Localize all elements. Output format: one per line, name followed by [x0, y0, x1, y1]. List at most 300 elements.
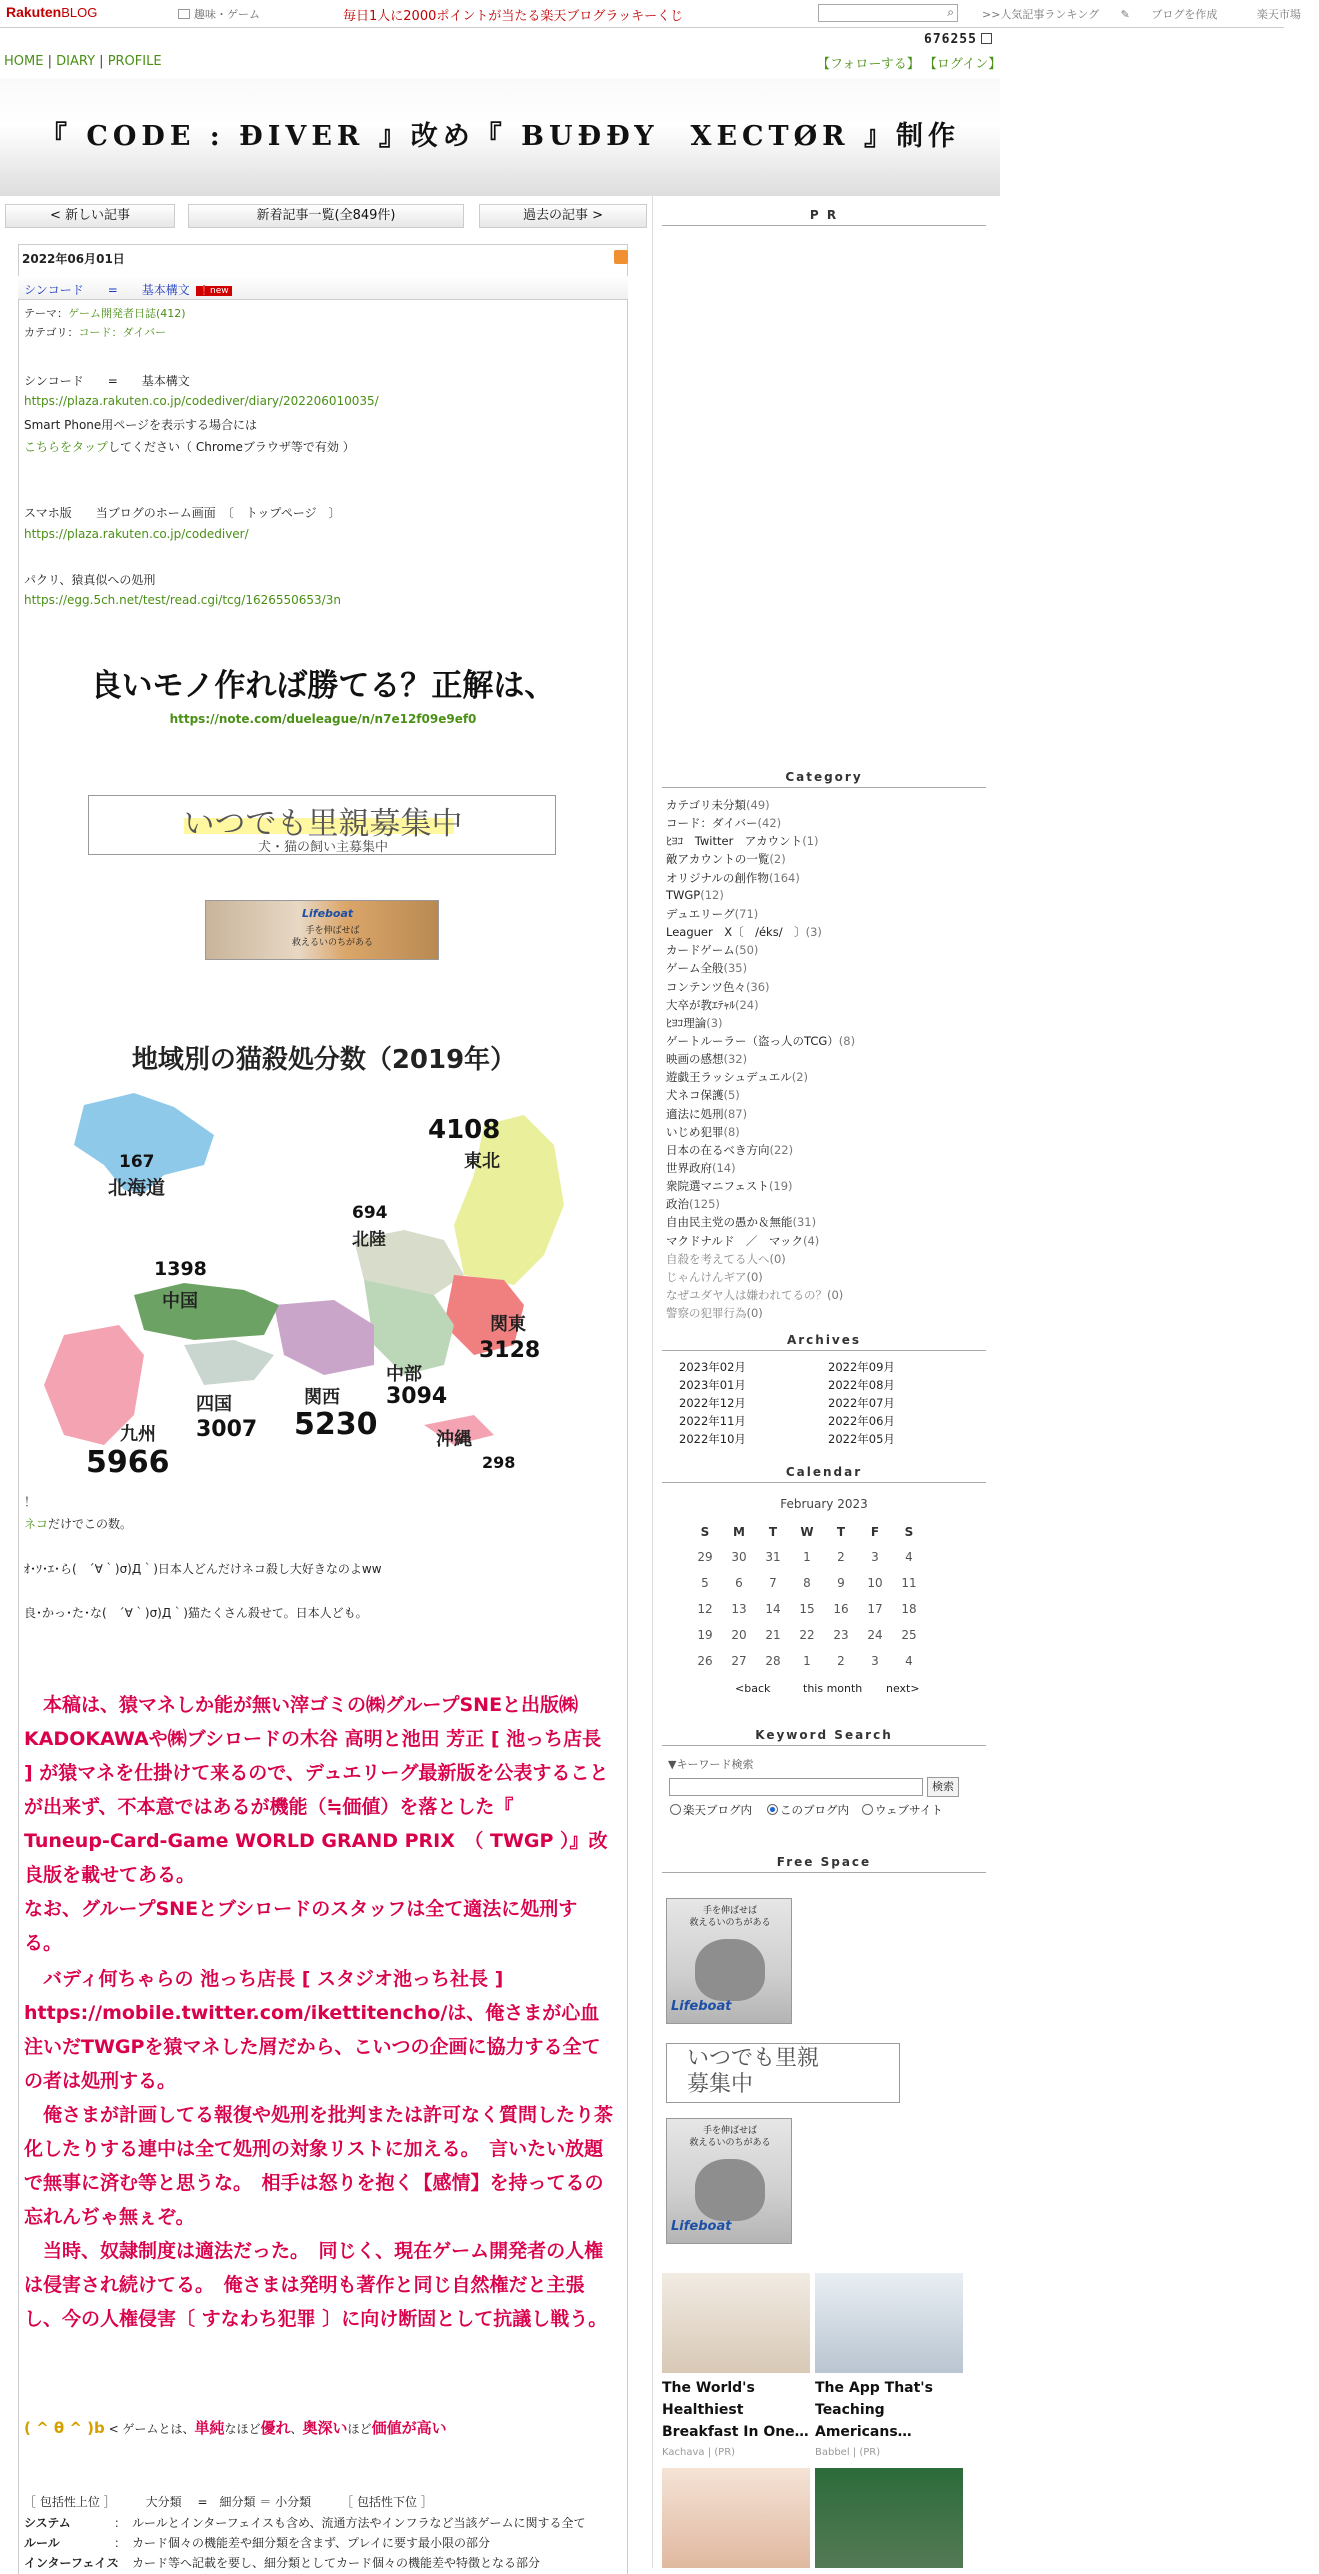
category-count: (35) — [723, 961, 748, 976]
ad-source-name: Babbel — [815, 2447, 850, 2458]
cat-map-image — [24, 1025, 624, 1485]
category-count: (14) — [712, 1161, 736, 1175]
calendar-day[interactable]: 4 — [905, 1550, 913, 1564]
genre-label: 趣味・ゲーム — [194, 8, 260, 21]
face-text: 、 — [290, 2422, 303, 2436]
hokkaido-value: 167 — [119, 1152, 155, 1172]
calendar-day[interactable]: 22 — [799, 1628, 815, 1642]
category-name: マクドナルド ／ マック — [666, 1233, 803, 1248]
neko-line — [24, 1515, 132, 1532]
calendar-title: Calendar — [662, 1465, 986, 1483]
shikoku-region — [184, 1340, 274, 1385]
neko-text: だけでこの数。 — [48, 1517, 133, 1531]
map-title: 地域別の猫殺処分数（2019年） — [131, 1045, 517, 1075]
category-item[interactable] — [666, 1287, 843, 1303]
category-name: コンテンツ色々 — [666, 979, 746, 994]
category-name: 世界政府 — [666, 1161, 712, 1175]
article-date: 2022年06月01日 — [22, 252, 125, 266]
category-count: (8) — [723, 1124, 740, 1139]
calendar-day[interactable]: 31 — [765, 1550, 781, 1564]
archive-link[interactable]: 2022年05月 — [828, 1432, 895, 1446]
category-count: (19) — [768, 1179, 793, 1194]
calendar-day[interactable]: 21 — [765, 1628, 781, 1642]
archive-link[interactable]: 2022年10月 — [679, 1432, 746, 1446]
article-list-button[interactable]: 新着記事一覧(全849件) — [188, 204, 464, 228]
face-red: 奥深い — [302, 2419, 348, 2437]
category-name: 政治 — [666, 1197, 689, 1212]
calendar-day[interactable]: 16 — [833, 1602, 849, 1616]
ad-pr: (PR) — [859, 2447, 881, 2458]
category-count: (71) — [734, 906, 759, 921]
blog-nav — [4, 54, 162, 69]
keyword-search-button[interactable]: 検索 — [927, 1777, 959, 1797]
neko-link[interactable]: ネコ — [24, 1517, 49, 1531]
rss-icon[interactable] — [614, 250, 628, 264]
big-heading: 良いモノ作れば勝てる？正解は、 — [90, 668, 556, 704]
category-name: 日本の在るべき方向 — [666, 1142, 770, 1157]
category-count: (3) — [805, 925, 822, 940]
archive-link[interactable]: 2022年09月 — [828, 1360, 895, 1374]
ad-image-breakfast[interactable] — [662, 2273, 810, 2373]
excl-line: ！ — [24, 1495, 37, 1509]
face-red: 優れ — [260, 2419, 291, 2437]
category-item[interactable] — [666, 851, 786, 867]
new-badge: ❗new — [196, 286, 232, 296]
lifeboat-text: 手を伸ばせば 救えるいのちがある — [292, 926, 374, 948]
system-label: システム — [24, 2516, 71, 2530]
category-name: なぜユダヤ人は嫌われてるの？ — [666, 1288, 827, 1303]
category-name: カテゴリ未分類 — [666, 798, 747, 812]
home-link[interactable]: https://plaza.rakuten.co.jp/codediver/ — [24, 527, 249, 541]
hokkaido-label: 北海道 — [108, 1177, 166, 1199]
calendar-day[interactable]: 29 — [697, 1550, 713, 1564]
nav-sep: | — [99, 54, 104, 69]
category-item[interactable] — [666, 1196, 720, 1212]
create-blog-label: ブログを作成 — [1151, 8, 1218, 21]
category-name: いじめ犯罪 — [666, 1124, 724, 1139]
follow-link[interactable]: 【フォローする】 — [817, 57, 920, 72]
category-name: 大卒が教ｴﾃｬﾙ — [666, 997, 735, 1012]
kyushu-label: 九州 — [120, 1424, 156, 1445]
calendar-day[interactable]: 26 — [697, 1654, 713, 1668]
calendar-day[interactable]: 27 — [731, 1654, 747, 1668]
category-count: (2) — [791, 1070, 808, 1085]
calendar-day[interactable]: 30 — [731, 1550, 747, 1564]
calendar-day[interactable]: 2 — [837, 1550, 845, 1564]
kanto-label: 関東 — [490, 1314, 526, 1335]
text-line: ｵ･ｿ･ｴ･ら( ´∀｀)σ)Д｀)日本人どんだけネコ殺し大好きなのよww — [24, 1562, 382, 1576]
article-category — [24, 324, 166, 340]
category-item[interactable] — [666, 1087, 740, 1103]
category-name: オリジナルの創作物 — [666, 870, 769, 885]
calendar-day[interactable]: 5 — [701, 1576, 709, 1590]
calendar-day[interactable]: 11 — [901, 1576, 917, 1590]
calendar-next[interactable]: next> — [886, 1682, 920, 1695]
face-line — [24, 2417, 447, 2438]
category-count: (0) — [746, 1269, 763, 1284]
calendar-weekday: F — [870, 1525, 880, 1539]
category-count: (31) — [792, 1215, 817, 1230]
calendar-weekday: W — [800, 1525, 814, 1539]
radio-checked-icon — [767, 1804, 778, 1815]
category-item[interactable] — [666, 1269, 763, 1285]
category-name: 遊戯王ラッシュデュエル — [666, 1070, 792, 1085]
kansai-region — [274, 1300, 374, 1375]
lifeboat-ad-brand: Lifeboat — [671, 2219, 732, 2234]
older-article-button[interactable]: 過去の記事 > — [479, 204, 647, 228]
article-title-text: シンコード = 基本構文 — [24, 283, 190, 297]
face-red: 価値が高い — [371, 2419, 447, 2437]
calendar-this-month[interactable]: this month — [803, 1682, 863, 1695]
keyword-label: ▼キーワード検索 — [668, 1758, 754, 1771]
5ch-link[interactable]: https://egg.5ch.net/test/read.cgi/tcg/1626550653/3n — [24, 593, 341, 607]
calendar-weekday: S — [700, 1525, 710, 1539]
pr-title: P R — [662, 208, 986, 226]
category-name: 映画の感想 — [666, 1052, 724, 1067]
calendar-day[interactable]: 20 — [731, 1628, 747, 1642]
radio-label: 楽天ブログ内 — [683, 1803, 752, 1817]
banner-sub: 犬・猫の飼い主募集中 — [257, 840, 388, 855]
system-row — [24, 2514, 586, 2531]
tohoku-value: 4108 — [428, 1115, 501, 1145]
radio-this-blog[interactable] — [767, 1802, 849, 1818]
theme-link[interactable]: ゲーム開発者日誌(412) — [68, 307, 186, 320]
nav-diary[interactable]: DIARY — [56, 54, 96, 69]
class-table-head: ［ 包括性上位 ］ 大分類 = 細分類 ＝ 小分類 ［ 包括性下位 ］ — [24, 2495, 433, 2509]
lifeboat-ad-1[interactable] — [666, 1898, 792, 2024]
foster-banner[interactable] — [88, 795, 556, 855]
archive-link[interactable]: 2022年11月 — [679, 1414, 746, 1428]
calendar-day[interactable]: 19 — [697, 1628, 713, 1642]
archive-link[interactable]: 2022年07月 — [828, 1396, 895, 1410]
face-red: 単純 — [194, 2419, 225, 2437]
kansai-value: 5230 — [294, 1407, 378, 1442]
calendar-day[interactable]: 8 — [803, 1576, 811, 1590]
radio-label: ウェブサイト — [875, 1803, 943, 1817]
archive-link[interactable]: 2022年08月 — [828, 1378, 895, 1392]
theme-label: テーマ： — [24, 307, 68, 320]
face-text: < ゲームとは、 — [104, 2422, 195, 2436]
lifeboat-ad-text: 手を伸ばせば 救えるいのちがある — [689, 1906, 771, 1928]
category-name: 警察の犯罪行為 — [666, 1306, 747, 1321]
archive-link[interactable]: 2023年02月 — [679, 1360, 746, 1374]
tap-text: してください（ Chromeブラウザ等で有効 ） — [108, 440, 355, 454]
calendar-day[interactable]: 10 — [867, 1576, 883, 1590]
calendar-day[interactable]: 23 — [833, 1628, 849, 1642]
calendar-day[interactable]: 1 — [803, 1550, 811, 1564]
interface-row — [24, 2554, 541, 2571]
category-count: (0) — [769, 1251, 786, 1266]
create-blog-link[interactable] — [1121, 8, 1236, 21]
ranking-link[interactable]: >>人気記事ランキング — [982, 8, 1100, 21]
calendar-day[interactable]: 7 — [769, 1576, 777, 1590]
calendar-day[interactable]: 12 — [697, 1602, 713, 1616]
keyword-title: Keyword Search — [662, 1728, 986, 1746]
top-nav — [982, 6, 1319, 22]
category-count: (1) — [802, 834, 819, 849]
foster-banner-text: いつでも里親 募集中 — [687, 2046, 820, 2097]
category-count: (0) — [827, 1288, 844, 1303]
tap-link[interactable]: こちらをタップ — [24, 440, 109, 454]
calendar-month: February 2023 — [780, 1497, 868, 1511]
calendar-day[interactable]: 9 — [837, 1576, 845, 1590]
lifeboat-banner[interactable] — [205, 900, 439, 960]
main-statement-4: 俺さまが計画してる報復や処刑を批判または許可なく質問したり茶化したりする連中は全て処刑の対象リストに加える。 言いたい放題で無事に済む等と思うな。 相手は怒りを抱く【感情】を持ってるの忘れんぢゃ無ぇぞ。 — [24, 2104, 614, 2228]
category-name: ﾋﾖｺ Twitter アカウント — [666, 834, 803, 849]
archives-title: Archives — [662, 1333, 986, 1351]
ichiba-link[interactable]: 楽天市場 — [1256, 8, 1301, 21]
category-item[interactable] — [666, 942, 758, 958]
shikoku-label: 四国 — [196, 1394, 232, 1415]
calendar-day[interactable]: 17 — [867, 1602, 883, 1616]
calendar-day[interactable]: 4 — [905, 1654, 913, 1668]
category-item[interactable] — [666, 997, 759, 1013]
category-count: (8) — [838, 1033, 856, 1048]
rakuten-blog-logo[interactable] — [6, 4, 97, 20]
counter-value: 676255 — [924, 32, 977, 47]
category-item[interactable] — [666, 1160, 736, 1176]
main-statement-1: 本稿は、猿マネしか能が無い滓ゴミの㈱グループSNEと出版㈱KADOKAWAや㈱ブシロードの木谷 高明と池田 芳正 [ 池っち店長 ] が猿マネを仕掛けて来るので、デュエリーグ最新版を公表することが出来ず、不本意ではあるが機能（≒価値）を落とした『 Tuneup-Card-Game WORLD GRAND PRIX （ TWGP ）』改良版を載せてある。 — [24, 1694, 609, 1886]
ad-pr: (PR) — [714, 2447, 736, 2458]
category-item[interactable] — [666, 1069, 808, 1085]
main-statement-3: バディ何ちゃらの 池っち店長 [ スタジオ池っち社長 ] https://mobile.twitter.com/ikettitencho/は、俺さまが心血注いだTWGPを猿マネした屑だから、こいつの企画に協力する全ての者は処刑する。 — [24, 1968, 601, 2092]
face-text: なほど — [224, 2422, 261, 2436]
category-name: TWGP — [666, 887, 701, 902]
calendar-day[interactable]: 6 — [735, 1576, 743, 1590]
lifeboat-ad-brand: Lifeboat — [671, 1999, 732, 2014]
category-item[interactable] — [666, 979, 770, 995]
interface-label: インターフェイス — [24, 2556, 119, 2570]
foster-banner-small[interactable] — [666, 2043, 900, 2103]
category-label: カテゴリ： — [24, 326, 79, 339]
lifeboat-ad-2[interactable] — [666, 2118, 792, 2244]
login-link[interactable]: 【ログイン】 — [923, 57, 1002, 72]
category-item[interactable] — [666, 960, 747, 976]
rule-row — [24, 2534, 490, 2551]
category-count: (125) — [689, 1197, 720, 1212]
kyushu-value: 5966 — [86, 1445, 170, 1480]
kanto-value: 3128 — [479, 1338, 541, 1363]
nav-sep: | — [47, 54, 52, 69]
category-count: (0) — [746, 1306, 763, 1321]
category-count: (24) — [735, 997, 759, 1012]
category-item[interactable] — [666, 797, 770, 813]
archive-link[interactable]: 2022年12月 — [679, 1396, 746, 1410]
ad-title-1[interactable]: The World's Healthiest Breakfast In One… — [662, 2380, 809, 2440]
category-count: (49) — [746, 798, 770, 812]
top-search-input[interactable] — [818, 4, 958, 22]
ad-title-2[interactable]: The App That's Teaching Americans… — [815, 2380, 933, 2440]
category-item[interactable] — [666, 1233, 819, 1249]
rule-label: ルール — [24, 2536, 60, 2550]
category-name: 自由民主党の愚か＆無能 — [666, 1215, 793, 1230]
category-count: (36) — [745, 979, 770, 994]
okinawa-value: 298 — [482, 1453, 516, 1472]
category-item[interactable] — [666, 906, 758, 922]
genre-link[interactable] — [178, 6, 260, 22]
blog-title[interactable]: 『 CODE : ÐIVER 』改め『 BUÐÐY XECTØR 』制作 — [40, 121, 960, 152]
category-item[interactable] — [666, 1106, 747, 1122]
keyword-input[interactable] — [669, 1778, 923, 1796]
promo-link[interactable]: 毎日1人に2000ポイントが当たる楽天ブログラッキーくじ — [343, 9, 684, 24]
calendar-day[interactable]: 1 — [803, 1654, 811, 1668]
category-count: (3) — [706, 1015, 723, 1030]
category-count: (50) — [734, 943, 759, 958]
genre-icon — [178, 9, 190, 19]
archive-link[interactable]: 2022年06月 — [828, 1414, 895, 1428]
face-text: ほど — [347, 2422, 372, 2436]
calendar-weekday: M — [733, 1525, 745, 1539]
category-count: (87) — [723, 1106, 748, 1121]
text-line: Smart Phone用ページを表示する場合には — [24, 418, 258, 432]
chubu-label: 中部 — [386, 1364, 422, 1385]
search-icon[interactable]: ⌕ — [947, 5, 954, 19]
ad-image-babbel[interactable] — [815, 2273, 963, 2373]
radio-web[interactable] — [862, 1802, 943, 1818]
newer-article-button[interactable]: < 新しい記事 — [5, 204, 175, 228]
calendar-day[interactable]: 3 — [871, 1550, 879, 1564]
main-statement-5: 当時、奴隷制度は適法だった。 同じく、現在ゲーム開発者の人権は侵害され続けてる。 俺さまは発明も著作と同じ自然権だと主張し、今の人権侵害〔 すなわち犯罪 〕に向け断固として抗議し戦う。 — [24, 2240, 608, 2330]
chugoku-label: 中国 — [162, 1291, 198, 1312]
calendar-weekday: S — [904, 1525, 914, 1539]
shikoku-value: 3007 — [196, 1417, 258, 1442]
access-counter — [924, 32, 992, 47]
hokuriku-label: 北陸 — [352, 1230, 386, 1250]
pencil-icon: ✎ — [1120, 8, 1134, 21]
logo-text: Rakuten — [6, 4, 62, 20]
main-statement-2: なお、グループSNEとブシロードのスタッフは全て適法に処刑する。 — [24, 1898, 578, 1954]
ad-image-3[interactable] — [662, 2468, 810, 2568]
category-name: 犬ネコ保護 — [666, 1088, 724, 1103]
calendar-day[interactable]: 25 — [901, 1628, 917, 1642]
sidebar-divider — [652, 196, 653, 2568]
chubu-value: 3094 — [386, 1384, 448, 1409]
category-item[interactable] — [666, 1124, 740, 1140]
category-name: コード：ダイバー — [666, 816, 758, 831]
calendar-day[interactable]: 3 — [871, 1654, 879, 1668]
category-count: (5) — [723, 1088, 740, 1103]
calendar-back[interactable]: <back — [735, 1682, 771, 1695]
category-item[interactable] — [666, 924, 822, 940]
article-theme — [24, 305, 186, 321]
radio-label: このブログ内 — [780, 1803, 849, 1817]
tap-line — [24, 438, 355, 455]
category-item[interactable] — [666, 833, 818, 849]
archive-link[interactable]: 2023年01月 — [679, 1378, 746, 1392]
category-item[interactable] — [666, 1251, 786, 1267]
category-name: 自殺を考えてる人へ — [666, 1251, 770, 1266]
logo-sub: BLOG — [61, 5, 98, 20]
ad-source-name: Kachava — [662, 2447, 705, 2458]
free-space-title: Free Space — [662, 1855, 986, 1873]
calendar-day[interactable]: 24 — [867, 1628, 883, 1642]
category-count: (22) — [769, 1142, 794, 1157]
kansai-label: 関西 — [304, 1387, 340, 1408]
category-name: 衆院選マニフェスト — [666, 1179, 769, 1194]
okinawa-label: 沖縄 — [436, 1429, 472, 1450]
category-item[interactable] — [666, 888, 724, 902]
lifeboat-brand: Lifeboat — [302, 907, 354, 920]
category-name: 適法に処刑 — [666, 1106, 724, 1121]
category-item[interactable] — [666, 1142, 793, 1158]
article-title[interactable] — [24, 281, 232, 298]
text-line: シンコード = 基本構文 — [24, 374, 190, 388]
system-text: ： ルールとインターフェイスも含め、流通方法やインフラなど当該ゲームに関する全て — [114, 2516, 586, 2530]
category-count: (4) — [802, 1233, 820, 1248]
nav-profile[interactable]: PROFILE — [107, 54, 162, 69]
category-name: カードゲーム — [666, 943, 735, 958]
ad-source-2: Babbel | (PR) — [815, 2447, 881, 2458]
calendar-day[interactable]: 18 — [901, 1602, 917, 1616]
category-count: (32) — [723, 1052, 748, 1067]
category-item[interactable] — [666, 1305, 763, 1321]
radio-icon — [862, 1804, 873, 1815]
category-count: (12) — [700, 887, 724, 902]
article-link[interactable]: https://plaza.rakuten.co.jp/codediver/diary/202206010035/ — [24, 394, 379, 408]
category-item[interactable] — [666, 1015, 723, 1031]
calendar-day[interactable]: 13 — [731, 1602, 747, 1616]
category-item[interactable] — [666, 1178, 793, 1194]
top-bar — [0, 0, 1301, 28]
category-count: (164) — [768, 870, 800, 885]
face-emote: ( ^ θ ^ )b — [24, 2419, 105, 2437]
category-name: ゲートルーラー（盗っ人のTCG） — [666, 1033, 839, 1048]
rule-text: ： カード個々の機能差や細分類を含まず、プレイに要す最小限の部分 — [114, 2536, 490, 2550]
category-name: じゃんけんギア — [666, 1269, 747, 1284]
radio-icon — [670, 1804, 681, 1815]
calendar-weekday: T — [836, 1525, 846, 1539]
interface-text: ： カード等へ記載を要し、細分類としてカード個々の機能差や特徴となる部分 — [114, 2556, 541, 2570]
chugoku-region — [134, 1283, 279, 1340]
calendar-day[interactable]: 15 — [799, 1602, 815, 1616]
category-item[interactable] — [666, 1051, 747, 1067]
category-title: Category — [662, 770, 986, 788]
tohoku-label: 東北 — [464, 1151, 500, 1172]
kitten-image — [695, 2159, 765, 2221]
nav-home[interactable]: HOME — [4, 54, 44, 69]
ad-image-4[interactable] — [815, 2468, 963, 2568]
category-count: (2) — [769, 852, 786, 867]
category-name: Leaguer X〔 /éks/ 〕 — [666, 925, 806, 940]
category-item[interactable] — [666, 870, 800, 886]
category-item[interactable] — [666, 1214, 816, 1230]
calendar-day[interactable]: 14 — [765, 1602, 781, 1616]
note-link[interactable]: https://note.com/dueleague/n/n7e12f09e9ef0 — [169, 712, 477, 726]
text-line: スマホ版 当ブログのホーム画面 〔 トップページ 〕 — [24, 506, 341, 520]
new-badge-text: new — [209, 286, 229, 296]
banner-main: いつでも里親募集中 — [183, 806, 463, 842]
category-link[interactable]: コード：ダイバー — [78, 326, 167, 339]
calendar-weekday: T — [768, 1525, 778, 1539]
category-item[interactable] — [666, 815, 781, 831]
chugoku-value: 1398 — [154, 1258, 207, 1280]
calendar-day[interactable]: 2 — [837, 1654, 845, 1668]
lifeboat-ad-text: 手を伸ばせば 救えるいのちがある — [689, 2126, 771, 2148]
ad-source-1: Kachava | (PR) — [662, 2447, 736, 2458]
calendar-day[interactable]: 28 — [765, 1654, 781, 1668]
radio-rakuten[interactable] — [670, 1802, 752, 1818]
category-name: デュエリーグ — [666, 906, 735, 921]
category-name: ﾋﾖｺ理論 — [666, 1015, 707, 1030]
category-count: (42) — [757, 816, 782, 831]
blog-header — [0, 78, 1000, 196]
follow-login — [817, 53, 1001, 72]
category-name: ゲーム全般 — [666, 961, 724, 976]
category-item[interactable] — [666, 1033, 855, 1049]
kitten-image — [695, 1939, 765, 2001]
hokuriku-value: 694 — [352, 1203, 388, 1223]
text-line: パクリ、猿真似への処刑 — [24, 573, 156, 587]
